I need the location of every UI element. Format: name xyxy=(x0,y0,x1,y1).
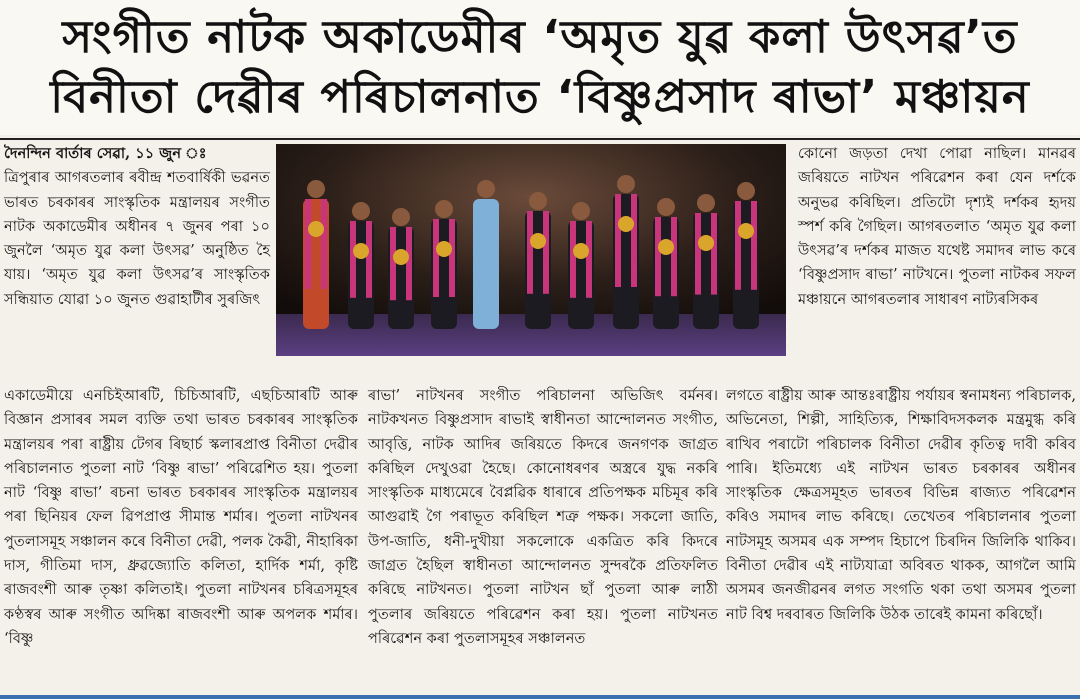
column-3-top-text: কোনো জড়তা দেখা পোৱা নাছিল। মানৱৰ জৰিয়তে নাটখন পৰিৱেশন কৰা যেন দৰ্শকে অনুভৱ কৰিছিল। প্ৰতিটো দৃশ্যই দৰ্শকৰ হৃদয় স্পৰ্শ কৰি গৈছিল। আগৰতলাত ‘অমৃত যুৱ কলা উৎসৱ’ৰ দৰ্শকৰ মাজত যথেষ্ট সমাদৰ লাভ কৰে ‘বিষ্ণুপ্ৰসাদ ৰাভা’ নাটখনে। পুতলা নাটকৰ সফল মঞ্চায়নে আগৰতলাৰ সাধাৰণ নাট্যৰসিকৰ xyxy=(798,145,1076,308)
headline-line-1: সংগীত নাটক অকাডেমীৰ ‘অমৃত যুৱ কলা উৎসৱ’ত xyxy=(62,10,1018,63)
column-3 xyxy=(726,384,1076,627)
stage-person xyxy=(431,200,457,329)
column-2 xyxy=(368,384,718,651)
column-1-top xyxy=(4,142,270,312)
stage-person xyxy=(568,202,594,329)
stage-person xyxy=(473,180,499,329)
headline-block xyxy=(0,0,1080,135)
stage-person xyxy=(653,198,679,329)
dateline: দৈনন্দিন বাৰ্তাৰ সেৱা, ১১ জুন ঃ xyxy=(4,145,207,162)
column-2-text: ৰাভা’ নাটখনৰ সংগীত পৰিচালনা অভিজিৎ বৰ্মনৰ। নাটকখনত বিষ্ণুপ্ৰসাদ ৰাভাই স্বাধীনতা আন্দোলনত সংগীত, আবৃত্তি, নাটক আদিৰ জৰিয়তে কিদৰে জনগণক জাগ্ৰত কৰিছিল দেখুওৱা হৈছে। কোনোধৰণৰ অস্ত্ৰৰে যুদ্ধ নকৰি সাংস্কৃতিক মাধ্যমেৰে বৈপ্লৱিক ধাৰাৰে প্ৰতিপক্ষক মচিমূৰ কৰি আগুৱাই গৈ পৰাভূত কৰিছিল শত্ৰু পক্ষক। সকলো জাতি, উপ-জাতি, ধনী-দুখীয়া সকলোকে একত্ৰিত কৰি কিদৰে জাগ্ৰত হৈছিল স্বাধীনতা আন্দোলনত সুন্দৰকৈ প্ৰতিফলিত কৰিছে নাটখনত। পুতলা নাটখন ছাঁ পুতলা আৰু লাঠী পুতলাৰ জৰিয়তে পৰিৱেশন কৰা হয়। পুতলা নাটখনত পৰিৱেশন কৰা পুতলাসমূহৰ সঞ্চালনত xyxy=(368,387,718,647)
headline-rule xyxy=(0,138,1080,140)
column-1-continued xyxy=(4,384,358,651)
stage-person xyxy=(693,194,719,329)
column-3-top xyxy=(798,142,1076,312)
bottom-ribbon xyxy=(0,695,1080,699)
stage-photo xyxy=(276,144,786,356)
column-3-text: লগতে ৰাষ্ট্ৰীয় আৰু আন্তঃৰাষ্ট্ৰীয় পৰ্যায়ৰ স্বনামধন্য পৰিচালক, অভিনেতা, শিল্পী, সাহিত্যিক, শিক্ষাবিদসকলক মন্ত্ৰমুগ্ধ কৰি ৰাখিব পৰাটো পৰিচালক বিনীতা দেৱীৰ কৃতিত্ব দাবী কৰিব পাৰি। ইতিমধ্যে এই নাটখন ভাৰত চৰকাৰৰ অধীনৰ সাংস্কৃতিক ক্ষেত্ৰসমূহত ভাৰতৰ বিভিন্ন ৰাজ্যত পৰিৱেশন কৰিও সমাদৰ লাভ কৰিছে। তেখেতৰ পৰিচালনাৰ পুতলা নাটসমূহ অসমৰ এক সম্পদ হিচাপে চিৰদিন জিলিকি থাকিব। বিনীতা দেৱীৰ এই নাট্যযাত্ৰা অবিৰত থাকক, আগলৈ আমি অসমৰ জনজীৱনৰ লগত সংগতি থকা তথা অসমৰ পুতলা নাট বিশ্ব দৰবাৰত জিলিকি উঠক তাৰেই কামনা কৰিছোঁ। xyxy=(726,387,1076,623)
stage-person xyxy=(348,202,374,329)
stage-photo-illustration xyxy=(276,144,786,356)
column-1-text: ত্ৰিপুৰাৰ আগৰতলাৰ ৰবীন্দ্ৰ শতবাৰ্ষিকী ভৱনত ভাৰত চৰকাৰৰ সাংস্কৃতিক মন্ত্ৰালয়ৰ সংগীত নাটক অকাডেমীৰ অধীনৰ ৭ জুনৰ পৰা ১০ জুনলৈ ‘অমৃত যুৱ কলা উৎসৱ’ অনুষ্ঠিত হৈ যায়। ‘অমৃত যুৱ কলা উৎসৱ’ৰ সাংস্কৃতিক সন্ধিয়াত যোৱা ১০ জুনত গুৱাহাটীৰ সুৰজিৎ xyxy=(4,169,270,308)
stage-person xyxy=(525,192,551,329)
stage-person xyxy=(733,182,759,329)
stage-person xyxy=(613,175,639,329)
headline-line-2: বিনীতা দেৱীৰ পৰিচালনাত ‘বিষ্ণুপ্ৰসাদ ৰাভা’ মঞ্চায়ন xyxy=(50,70,1030,123)
column-1-continued-text: একাডেমীয়ে এনচিইআৰটি, চিচিআৰটি, এছচিআৰটি আৰু বিজ্ঞান প্ৰসাৰৰ সমল ব্যক্তি তথা ভাৰত চৰকাৰৰ সাংস্কৃতিক মন্ত্ৰালয়ৰ পৰা ৰাষ্ট্ৰীয় টেগৰ ৰিছাৰ্চ স্কলাৰপ্ৰাপ্ত বিনীতা দেৱীৰ পৰিচালনাত পুতলা নাট ‘বিষ্ণু ৰাভা’ পৰিৱেশিত হয়। পুতলা নাট ‘বিষ্ণু ৰাভা’ ৰচনা ভাৰত চৰকাৰৰ সাংস্কৃতিক মন্ত্ৰালয়ৰ পৰা ছিনিয়ৰ ফেল ৱিপপ্ৰাপ্ত সীমান্ত শৰ্মাৰ। পুতলা নাটখনৰ পুতলাসমূহ সঞ্চালন কৰে বিনীতা দেৱী, পলক কৈৱী, নীহাৰিকা দাস, গীতিমা দাস, ধ্ৰুৱজ্যোতি কলিতা, হাৰ্দিক শৰ্মা, কৃষ্টি ৰাজবংশী আৰু তৃষ্ণা কলিতাই। পুতলা নাটখনৰ চৰিত্ৰসমূহৰ কণ্ঠস্বৰ আৰু সংগীত অদিষ্কা ৰাজবংশী আৰু অপলক শৰ্মাৰ। ‘বিষ্ণু xyxy=(4,387,358,647)
stage-person xyxy=(303,180,329,329)
